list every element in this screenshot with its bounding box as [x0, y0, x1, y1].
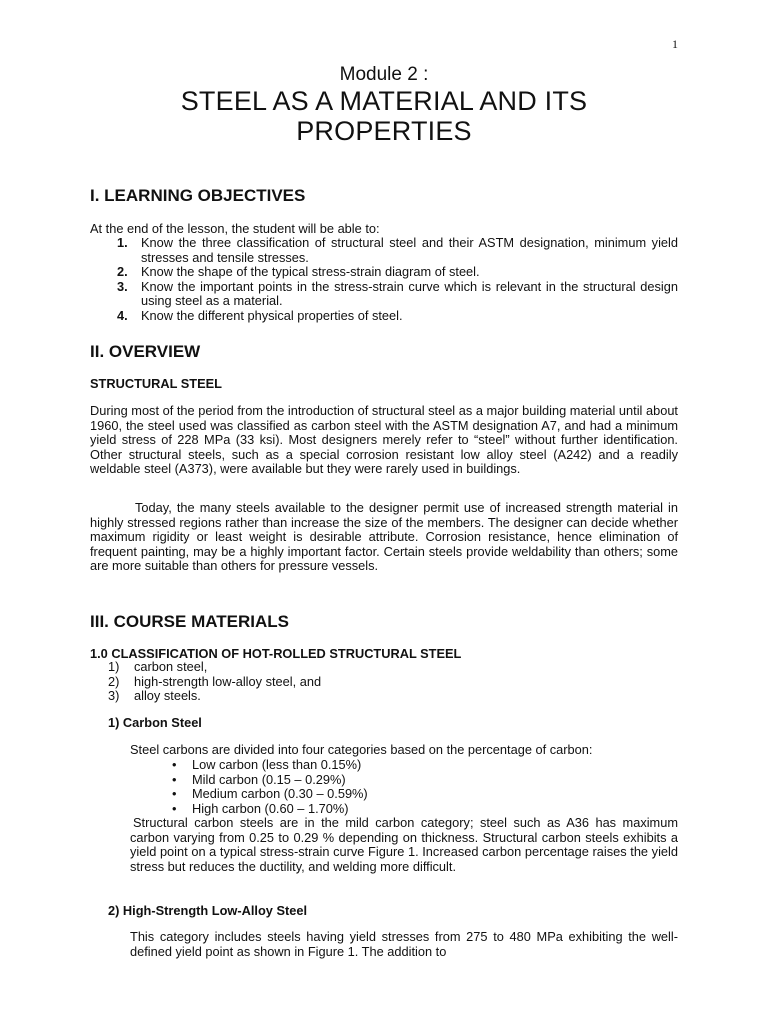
subheading-hsla-steel: 2) High-Strength Low-Alloy Steel: [108, 903, 308, 918]
objectives-list: [90, 236, 678, 323]
title-line-2: PROPERTIES: [296, 116, 472, 146]
overview-paragraph-2: Today, the many steels available to the designer permit use of increased strength material in highly stressed regions rather than increase the size of the members. The designer can decide whether maximum rigidity or least weight is desirable attribute. Corrosion resistance, hence elimination of frequent painting, may be a highly important factor. Certain steels provide weldability than others; some are more suitable than others for pressure vessels.: [90, 500, 678, 573]
page-title: [0, 86, 768, 146]
page-number: 1: [672, 37, 678, 51]
carbon-intro: Steel carbons are divided into four categories based on the percentage of carbon:: [130, 742, 593, 757]
carbon-categories-list: [170, 758, 368, 816]
classification-item: 3) alloy steels.: [108, 688, 201, 703]
heading-learning-objectives: I. LEARNING OBJECTIVES: [90, 186, 306, 205]
classification-item: 2) high-strength low-alloy steel, and: [108, 673, 322, 689]
objective-item: 3. Know the important points in the stress-strain curve which is relevant in the structural design using steel as a material.: [117, 278, 678, 308]
carbon-category-item: • Low carbon (less than 0.15%): [172, 757, 362, 772]
title-line-1: STEEL AS A MATERIAL AND ITS: [180, 86, 588, 116]
carbon-category-item: • Medium carbon (0.30 – 0.59%): [172, 786, 368, 801]
overview-paragraph-1: During most of the period from the introduction of structural steel as a major building material until about 1960, the steel used was classified as carbon steel with the ASTM designation A7, and had a minimum yield stress of 228 MPa (33 ksi). Most designers merely refer to “steel” without further identification. Other structural steels, such as a special corrosion resistant low alloy steel (A242) and a readily weldable steel (A373), were available but they were rarely used in buildings.: [90, 403, 678, 476]
classification-item: 1) carbon steel,: [108, 659, 208, 674]
objective-item: 4. Know the different physical properties of steel.: [117, 307, 403, 323]
bullet-icon: •: [172, 757, 177, 772]
hsla-paragraph: This category includes steels having yield stresses from 275 to 480 MPa exhibiting the well- defined yield point as shown in Figure 1. The addition to: [130, 929, 678, 959]
objectives-intro: At the end of the lesson, the student will be able to:: [90, 221, 380, 236]
heading-overview: II. OVERVIEW: [90, 342, 201, 361]
carbon-category-item: • High carbon (0.60 – 1.70%): [172, 800, 349, 816]
carbon-category-item: • Mild carbon (0.15 – 0.29%): [172, 771, 346, 787]
classification-list: [108, 660, 321, 704]
subheading-classification: 1.0 CLASSIFICATION OF HOT-ROLLED STRUCTURAL STEEL: [90, 646, 462, 661]
carbon-paragraph: Structural carbon steels are in the mild carbon category; steel such as A36 has maximum carbon varying from 0.25 to 0.29 % depending on thickness. Structural carbon steels exhibits a yield point on a typical stress-strain curve Figure 1. Increased carbon percentage raises the yield stress but reduces the ductility, and welding more difficult.: [130, 815, 678, 874]
module-label: Module 2 :: [339, 64, 429, 85]
bullet-icon: •: [172, 800, 177, 816]
heading-course-materials: III. COURSE MATERIALS: [90, 612, 289, 631]
subheading-carbon-steel: 1) Carbon Steel: [108, 715, 202, 730]
bullet-icon: •: [172, 771, 177, 787]
subheading-structural-steel: STRUCTURAL STEEL: [90, 376, 222, 391]
objective-item: 1. Know the three classification of structural steel and their ASTM designation, minimum yield stresses and tensile stresses.: [117, 235, 678, 265]
objective-item: 2. Know the shape of the typical stress-strain diagram of steel.: [117, 264, 480, 279]
bullet-icon: •: [172, 786, 177, 801]
